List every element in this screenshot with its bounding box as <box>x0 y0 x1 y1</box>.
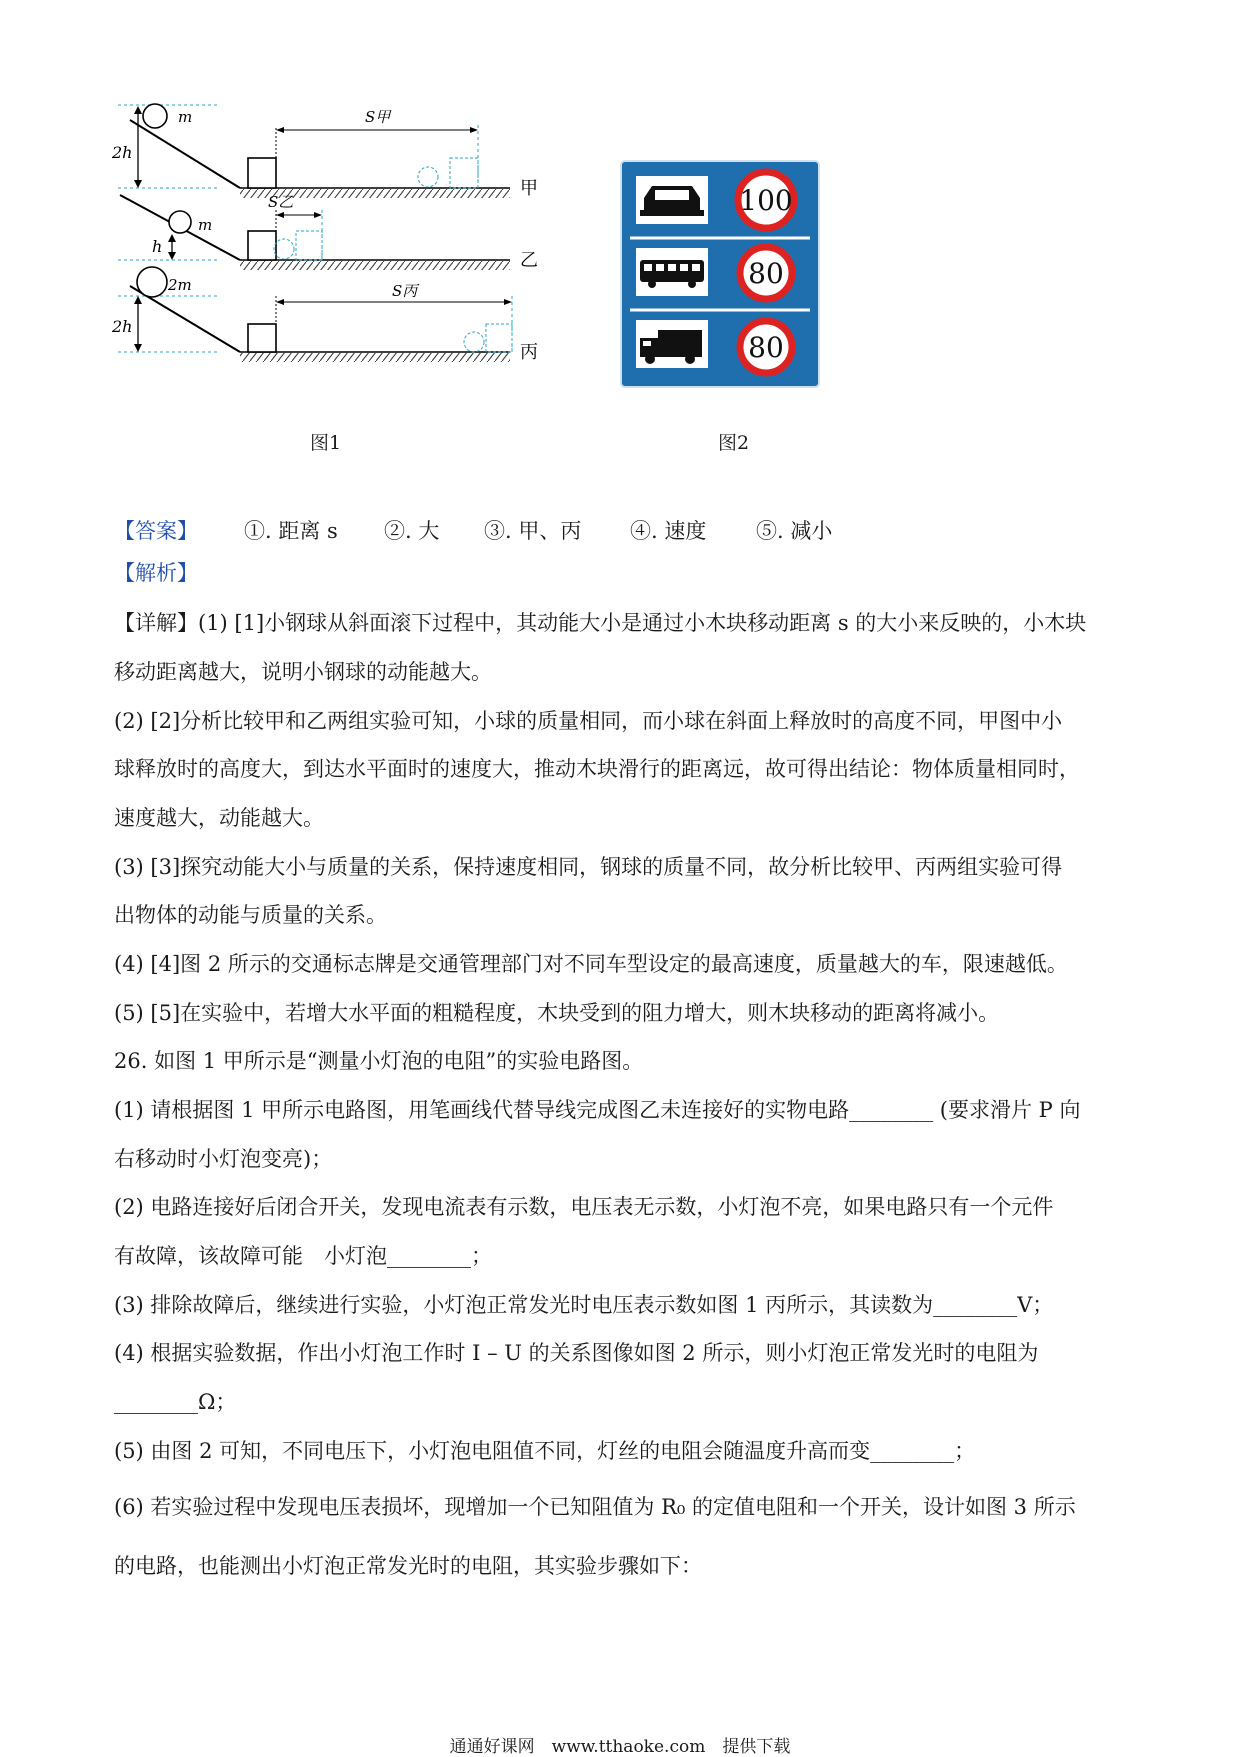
text-line: (5) [5]在实验中，若增大水平面的粗糙程度，木块受到的阻力增大，则木块移动的距离将减小。 <box>114 1001 1000 1025</box>
row-label-jia: 甲 <box>520 178 538 199</box>
distance-label-yi: S乙 <box>268 193 294 211</box>
ball-icon <box>143 104 167 128</box>
figure1-caption: 图1 <box>310 432 342 454</box>
answer-item-3: ③. 甲、丙 <box>484 519 582 543</box>
speed-limit-car: 100 <box>739 184 793 217</box>
answer-item-2: ②. 大 <box>384 519 440 543</box>
wood-block <box>248 231 276 260</box>
ball-icon <box>137 267 167 297</box>
text-line: 有故障，该故障可能 小灯泡________； <box>114 1244 492 1268</box>
wood-block <box>248 324 276 352</box>
text-line: (2) [2]分析比较甲和乙两组实验可知，小球的质量相同，而小球在斜面上释放时的高度不同，甲图中小 <box>114 709 1063 733</box>
text-line: (3) [3]探究动能大小与质量的关系，保持速度相同，钢球的质量不同，故分析比较甲、丙两组实验可得 <box>114 855 1063 879</box>
text-line: 右移动时小灯泡变亮)； <box>114 1147 333 1171</box>
answer-item-4: ④. 速度 <box>630 519 707 543</box>
row-label-yi: 乙 <box>520 250 538 271</box>
answer-item-5: ⑤. 减小 <box>756 519 833 543</box>
text-line: (3) 排除故障后，继续进行实验，小灯泡正常发光时电压表示数如图 1 丙所示，其读数为________V； <box>114 1293 1054 1317</box>
distance-label-jia: S甲 <box>365 108 391 126</box>
figure1-diagram <box>110 100 560 420</box>
text-line: 速度越大，动能越大。 <box>114 806 324 830</box>
wood-block <box>248 158 276 188</box>
mass-label-bing: 2m <box>168 276 192 294</box>
figure1-row-jia <box>111 104 538 199</box>
text-line: (6) 若实验过程中发现电压表损坏，现增加一个已知阻值为 R₀ 的定值电阻和一个开关，设计如图 3 所示 <box>114 1495 1076 1519</box>
text-line: 出物体的动能与质量的关系。 <box>114 903 387 927</box>
page-footer: 通通好课网 www.tthaoke.com 提供下载 <box>449 1737 791 1757</box>
text-line: 【详解】(1) [1]小钢球从斜面滚下过程中，其动能大小是通过小木块移动距离 s 的大小来反映的，小木块 <box>114 611 1087 635</box>
speed-limit-truck: 80 <box>748 331 784 364</box>
mass-label-jia: m <box>178 108 193 126</box>
text-line: ________Ω； <box>114 1390 237 1414</box>
speed-limit-bus: 80 <box>748 257 784 290</box>
figure2-traffic-sign <box>620 160 820 388</box>
ball-icon <box>169 211 191 233</box>
row-label-bing: 丙 <box>520 342 538 363</box>
text-line: (1) 请根据图 1 甲所示电路图，用笔画线代替导线完成图乙未连接好的实物电路________ (要求滑片 P 向 <box>114 1098 1081 1122</box>
text-line: (5) 由图 2 可知，不同电压下，小灯泡电阻值不同，灯丝的电阻会随温度升高而变________； <box>114 1439 976 1463</box>
figure1-row-bing <box>111 267 538 363</box>
analysis-tag: 【解析】 <box>114 561 198 585</box>
distance-label-bing: S丙 <box>392 282 418 300</box>
text-line: (2) 电路连接好后闭合开关，发现电流表有示数，电压表无示数，小灯泡不亮，如果电路只有一个元件 <box>114 1195 1054 1219</box>
question-title: 26. 如图 1 甲所示是“测量小灯泡的电阻”的实验电路图。 <box>114 1049 644 1073</box>
answer-tag: 【答案】 <box>114 519 198 543</box>
text-line: 的电路，也能测出小灯泡正常发光时的电阻，其实验步骤如下： <box>114 1554 702 1578</box>
height-label-bing: 2h <box>112 317 133 336</box>
text-line: 移动距离越大，说明小钢球的动能越大。 <box>114 660 492 684</box>
height-label-yi: h <box>152 237 163 256</box>
text-line: (4) 根据实验数据，作出小灯泡工作时 I – U 的关系图像如图 2 所示，则小灯泡正常发光时的电阻为 <box>114 1341 1039 1365</box>
text-line: (4) [4]图 2 所示的交通标志牌是交通管理部门对不同车型设定的最高速度，质量越大的车，限速越低。 <box>114 952 1068 976</box>
mass-label-yi: m <box>198 216 213 234</box>
answer-item-1: ①. 距离 s <box>244 519 338 543</box>
figure2-caption: 图2 <box>718 432 750 454</box>
height-label-jia: 2h <box>112 143 133 162</box>
figure1-row-yi <box>118 193 538 271</box>
text-line: 球释放时的高度大，到达水平面时的速度大，推动木块滑行的距离远，故可得出结论：物体质量相同时， <box>114 757 1080 781</box>
